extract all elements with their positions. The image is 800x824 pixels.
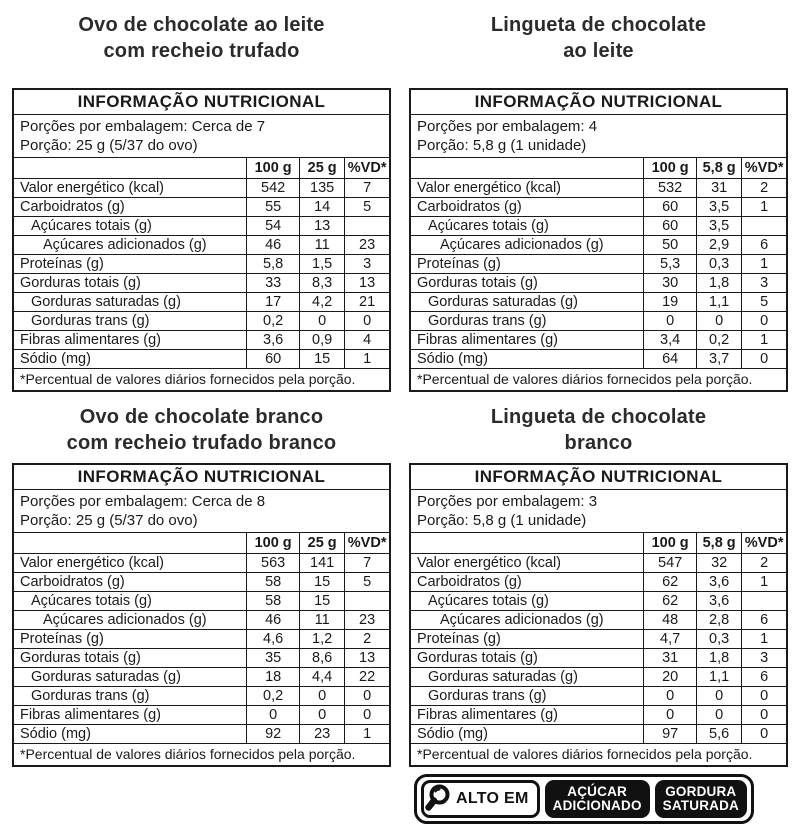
nutrient-value-vd (345, 217, 390, 236)
nutrient-value-portion: 2,8 (697, 611, 742, 630)
nutrient-value-portion: 8,3 (300, 274, 345, 293)
column-header-100g: 100 g (247, 533, 300, 554)
nutrient-value-100g: 35 (247, 649, 300, 668)
nutrient-value-100g: 547 (644, 554, 697, 573)
product-title-line2: com recheio trufado (103, 40, 300, 62)
column-header-empty (13, 533, 247, 554)
product-title (409, 404, 788, 456)
column-header-100g: 100 g (644, 158, 697, 179)
product-title-line1: Lingueta de chocolate (490, 406, 707, 428)
nutrient-value-portion: 0 (300, 706, 345, 725)
nutrient-row (13, 649, 390, 668)
nutrient-value-vd: 5 (345, 573, 390, 592)
nutrient-value-portion: 1,1 (697, 668, 742, 687)
nutrient-row (13, 706, 390, 725)
nutrient-value-portion: 15 (300, 350, 345, 369)
nutrient-value-vd: 2 (742, 179, 787, 198)
product-title (12, 404, 391, 456)
nutrient-label: Gorduras trans (g) (13, 687, 247, 706)
nutrient-value-vd: 0 (742, 687, 787, 706)
nutrient-value-100g: 0 (247, 706, 300, 725)
nutrient-label: Açúcares adicionados (g) (13, 236, 247, 255)
nutrient-value-vd: 5 (742, 293, 787, 312)
nutrient-value-vd (742, 592, 787, 611)
nutrient-label: Carboidratos (g) (410, 198, 644, 217)
nutrient-value-vd: 1 (742, 573, 787, 592)
nutrient-row (410, 312, 787, 331)
nutrition-table (409, 463, 788, 767)
product-title-line1: Ovo de chocolate branco (79, 406, 324, 428)
nutrient-value-portion: 0 (697, 312, 742, 331)
warning-tag-added-sugar (545, 780, 650, 818)
nutrient-value-100g: 58 (247, 573, 300, 592)
nutrient-label: Fibras alimentares (g) (13, 331, 247, 350)
product-title-line2: branco (564, 432, 633, 454)
nutrient-row (13, 255, 390, 274)
nutrient-row (410, 706, 787, 725)
nutrient-row (410, 255, 787, 274)
nutrient-value-portion: 135 (300, 179, 345, 198)
nutrient-value-100g: 64 (644, 350, 697, 369)
nutrient-label: Açúcares totais (g) (13, 592, 247, 611)
nutrient-value-100g: 48 (644, 611, 697, 630)
product-title-line2: com recheio trufado branco (66, 432, 337, 454)
column-header-100g: 100 g (247, 158, 300, 179)
nutrient-value-portion: 1,8 (697, 274, 742, 293)
nutrient-value-vd (742, 217, 787, 236)
nutrient-row (13, 554, 390, 573)
nutrient-label: Gorduras trans (g) (410, 312, 644, 331)
product-title-line1: Lingueta de chocolate (490, 14, 707, 36)
nutrient-label: Proteínas (g) (13, 255, 247, 274)
nutrient-row (410, 236, 787, 255)
nutrient-label: Sódio (mg) (13, 350, 247, 369)
nutrient-value-vd: 6 (742, 236, 787, 255)
nutrient-row (410, 573, 787, 592)
nutrient-value-100g: 60 (644, 217, 697, 236)
nutrient-value-100g: 92 (247, 725, 300, 744)
nutrient-label: Carboidratos (g) (13, 198, 247, 217)
nutrient-row (410, 592, 787, 611)
nutrient-value-100g: 17 (247, 293, 300, 312)
column-header-empty (13, 158, 247, 179)
nutrient-row (13, 630, 390, 649)
nutrient-value-portion: 0,3 (697, 255, 742, 274)
nutrient-row (13, 331, 390, 350)
nutrient-value-portion: 0 (300, 687, 345, 706)
nutrient-value-vd: 0 (345, 687, 390, 706)
magnifier-icon (425, 783, 455, 815)
nutrient-value-100g: 18 (247, 668, 300, 687)
nutrient-value-portion: 4,4 (300, 668, 345, 687)
nutrient-value-vd: 13 (345, 649, 390, 668)
nutrient-row (13, 592, 390, 611)
nutrient-value-vd: 21 (345, 293, 390, 312)
nutrient-value-100g: 0 (644, 312, 697, 331)
nutrient-label: Gorduras trans (g) (410, 687, 644, 706)
nutrient-value-vd: 1 (345, 350, 390, 369)
nutrient-value-vd: 0 (742, 312, 787, 331)
nutrient-row (410, 668, 787, 687)
vd-footnote: *Percentual de valores diários fornecidos pela porção. (410, 744, 787, 767)
nutrient-label: Valor energético (kcal) (13, 554, 247, 573)
nutrient-value-vd: 1 (742, 630, 787, 649)
nutrient-value-vd: 6 (742, 668, 787, 687)
nutrient-value-100g: 46 (247, 236, 300, 255)
nutrient-label: Valor energético (kcal) (410, 179, 644, 198)
column-header-portion: 5,8 g (697, 533, 742, 554)
nutrient-value-100g: 62 (644, 592, 697, 611)
nutrient-label: Gorduras totais (g) (410, 649, 644, 668)
nutrient-row (13, 668, 390, 687)
nutrition-table-header: INFORMAÇÃO NUTRICIONAL (410, 89, 787, 115)
product-title-line2: ao leite (563, 40, 634, 62)
nutrient-value-vd: 1 (742, 331, 787, 350)
nutrient-value-vd: 7 (345, 554, 390, 573)
nutrient-value-vd: 0 (742, 706, 787, 725)
nutrient-value-portion: 15 (300, 573, 345, 592)
warning-badge-row (12, 774, 788, 824)
portion-line: Porção: 5,8 g (1 unidade) (417, 137, 587, 154)
nutrient-row (13, 312, 390, 331)
column-header-portion: 25 g (300, 158, 345, 179)
nutrient-value-vd: 0 (742, 350, 787, 369)
nutrient-value-portion: 31 (697, 179, 742, 198)
nutrient-row (410, 630, 787, 649)
nutrient-row (13, 274, 390, 293)
vd-footnote: *Percentual de valores diários fornecidos pela porção. (410, 369, 787, 392)
nutrient-label: Fibras alimentares (g) (13, 706, 247, 725)
nutrient-value-vd: 4 (345, 331, 390, 350)
nutrient-value-100g: 97 (644, 725, 697, 744)
nutrient-value-100g: 3,6 (247, 331, 300, 350)
nutrient-row (410, 198, 787, 217)
nutrient-label: Gorduras trans (g) (13, 312, 247, 331)
nutrient-value-vd: 23 (345, 236, 390, 255)
nutrient-value-portion: 13 (300, 217, 345, 236)
nutrient-label: Sódio (mg) (410, 725, 644, 744)
nutrient-row (13, 179, 390, 198)
nutrient-value-portion: 141 (300, 554, 345, 573)
nutrient-value-100g: 60 (644, 198, 697, 217)
high-in-badge (414, 774, 754, 824)
high-in-text: ALTO EM (456, 790, 529, 807)
nutrient-label: Proteínas (g) (410, 255, 644, 274)
nutrient-value-100g: 563 (247, 554, 300, 573)
vd-footnote: *Percentual de valores diários fornecidos pela porção. (13, 369, 390, 392)
product-section-ovo-branco (12, 392, 391, 767)
nutrient-value-portion: 0 (300, 312, 345, 331)
nutrient-value-portion: 0,3 (697, 630, 742, 649)
servings-line: Porções por embalagem: Cerca de 8 (20, 493, 266, 510)
nutrient-row (410, 725, 787, 744)
warning-tag-line: SATURADA (662, 798, 739, 813)
nutrient-row (13, 293, 390, 312)
servings-info (410, 490, 787, 533)
nutrient-value-vd: 6 (742, 611, 787, 630)
nutrient-value-100g: 19 (644, 293, 697, 312)
nutrient-value-100g: 3,4 (644, 331, 697, 350)
nutrient-value-100g: 532 (644, 179, 697, 198)
servings-line: Porções por embalagem: 3 (417, 493, 598, 510)
nutrient-value-100g: 0,2 (247, 312, 300, 331)
nutrient-value-portion: 3,7 (697, 350, 742, 369)
nutrient-row (13, 573, 390, 592)
nutrient-value-portion: 3,6 (697, 573, 742, 592)
nutrient-value-portion: 0,2 (697, 331, 742, 350)
products-grid (12, 4, 788, 767)
product-section-lingueta-branco (409, 392, 788, 767)
nutrition-table-header: INFORMAÇÃO NUTRICIONAL (13, 464, 390, 490)
nutrient-label: Proteínas (g) (13, 630, 247, 649)
nutrient-row (410, 217, 787, 236)
nutrient-value-portion: 14 (300, 198, 345, 217)
nutrient-value-vd: 13 (345, 274, 390, 293)
product-title-line1: Ovo de chocolate ao leite (78, 14, 325, 36)
nutrient-value-100g: 58 (247, 592, 300, 611)
warning-tag-line: ADICIONADO (552, 798, 642, 813)
nutrient-value-portion: 1,5 (300, 255, 345, 274)
nutrient-value-vd (345, 592, 390, 611)
column-header-vd: %VD* (742, 158, 787, 179)
nutrient-value-portion: 1,8 (697, 649, 742, 668)
product-title (12, 12, 391, 64)
nutrition-table (12, 463, 391, 767)
high-in-label (421, 780, 540, 818)
servings-info (13, 490, 390, 533)
nutrient-label: Açúcares totais (g) (410, 217, 644, 236)
nutrient-label: Carboidratos (g) (13, 573, 247, 592)
servings-line: Porções por embalagem: 4 (417, 118, 598, 135)
nutrient-value-100g: 0 (644, 706, 697, 725)
nutrient-label: Açúcares adicionados (g) (13, 611, 247, 630)
nutrient-label: Fibras alimentares (g) (410, 331, 644, 350)
nutrient-value-vd: 0 (742, 725, 787, 744)
nutrient-value-portion: 0 (697, 687, 742, 706)
nutrient-value-vd: 0 (345, 706, 390, 725)
nutrient-label: Gorduras saturadas (g) (13, 293, 247, 312)
nutrient-row (410, 274, 787, 293)
nutrient-label: Gorduras saturadas (g) (13, 668, 247, 687)
nutrient-value-vd: 2 (345, 630, 390, 649)
servings-info (410, 115, 787, 158)
nutrient-label: Açúcares adicionados (g) (410, 611, 644, 630)
nutrient-value-100g: 20 (644, 668, 697, 687)
nutrient-value-100g: 55 (247, 198, 300, 217)
nutrient-value-100g: 0 (644, 687, 697, 706)
nutrient-value-vd: 7 (345, 179, 390, 198)
nutrient-value-100g: 50 (644, 236, 697, 255)
nutrient-value-vd: 1 (345, 725, 390, 744)
column-header-empty (410, 158, 644, 179)
nutrient-value-portion: 32 (697, 554, 742, 573)
nutrient-value-vd: 22 (345, 668, 390, 687)
nutrient-label: Açúcares totais (g) (410, 592, 644, 611)
column-header-vd: %VD* (345, 533, 390, 554)
portion-line: Porção: 25 g (5/37 do ovo) (20, 137, 198, 154)
nutrient-value-100g: 5,3 (644, 255, 697, 274)
nutrient-value-100g: 5,8 (247, 255, 300, 274)
nutrient-value-100g: 54 (247, 217, 300, 236)
nutrient-value-portion: 0,9 (300, 331, 345, 350)
nutrient-row (410, 687, 787, 706)
nutrient-value-100g: 60 (247, 350, 300, 369)
product-section-ovo-ao-leite (12, 4, 391, 392)
nutrient-row (410, 350, 787, 369)
nutrient-value-100g: 33 (247, 274, 300, 293)
nutrient-row (410, 611, 787, 630)
nutrient-label: Sódio (mg) (13, 725, 247, 744)
nutrient-label: Fibras alimentares (g) (410, 706, 644, 725)
nutrition-table-header: INFORMAÇÃO NUTRICIONAL (13, 89, 390, 115)
nutrition-table (409, 88, 788, 392)
warning-tag-line: GORDURA (665, 784, 737, 799)
nutrient-row (13, 687, 390, 706)
warning-tag-saturated-fat (655, 780, 747, 818)
nutrient-value-portion: 1,2 (300, 630, 345, 649)
nutrition-table-header: INFORMAÇÃO NUTRICIONAL (410, 464, 787, 490)
nutrient-value-portion: 3,6 (697, 592, 742, 611)
nutrient-row (13, 725, 390, 744)
column-header-100g: 100 g (644, 533, 697, 554)
nutrient-label: Gorduras saturadas (g) (410, 293, 644, 312)
warning-tag-line: AÇÚCAR (567, 784, 627, 799)
nutrient-value-100g: 46 (247, 611, 300, 630)
nutrient-value-portion: 1,1 (697, 293, 742, 312)
nutrient-value-portion: 2,9 (697, 236, 742, 255)
nutrient-value-portion: 3,5 (697, 198, 742, 217)
nutrient-value-portion: 8,6 (300, 649, 345, 668)
nutrient-value-portion: 11 (300, 611, 345, 630)
nutrient-row (13, 350, 390, 369)
nutrient-value-100g: 542 (247, 179, 300, 198)
nutrient-value-portion: 0 (697, 706, 742, 725)
nutrient-row (410, 649, 787, 668)
nutrient-row (13, 236, 390, 255)
nutrient-value-vd: 3 (742, 649, 787, 668)
servings-line: Porções por embalagem: Cerca de 7 (20, 118, 266, 135)
nutrient-value-100g: 0,2 (247, 687, 300, 706)
nutrient-value-vd: 0 (345, 312, 390, 331)
nutrient-value-vd: 3 (742, 274, 787, 293)
nutrient-value-vd: 1 (742, 255, 787, 274)
column-header-vd: %VD* (742, 533, 787, 554)
nutrition-table (12, 88, 391, 392)
column-header-portion: 25 g (300, 533, 345, 554)
nutrient-value-vd: 3 (345, 255, 390, 274)
product-section-lingueta-ao-leite (409, 4, 788, 392)
vd-footnote: *Percentual de valores diários fornecidos pela porção. (13, 744, 390, 767)
nutrient-label: Gorduras totais (g) (410, 274, 644, 293)
nutrient-value-100g: 30 (644, 274, 697, 293)
nutrient-label: Valor energético (kcal) (410, 554, 644, 573)
product-title (409, 12, 788, 64)
nutrient-row (13, 217, 390, 236)
column-header-vd: %VD* (345, 158, 390, 179)
servings-info (13, 115, 390, 158)
nutrient-value-portion: 4,2 (300, 293, 345, 312)
nutrient-value-portion: 5,6 (697, 725, 742, 744)
nutrient-label: Gorduras totais (g) (13, 274, 247, 293)
nutrient-row (410, 293, 787, 312)
nutrient-label: Açúcares totais (g) (13, 217, 247, 236)
nutrient-value-100g: 31 (644, 649, 697, 668)
nutrient-label: Proteínas (g) (410, 630, 644, 649)
nutrient-value-portion: 3,5 (697, 217, 742, 236)
nutrient-value-100g: 4,7 (644, 630, 697, 649)
nutrient-value-portion: 11 (300, 236, 345, 255)
portion-line: Porção: 5,8 g (1 unidade) (417, 512, 587, 529)
nutrient-label: Gorduras totais (g) (13, 649, 247, 668)
nutrient-value-100g: 4,6 (247, 630, 300, 649)
nutrient-label: Valor energético (kcal) (13, 179, 247, 198)
nutrient-value-portion: 15 (300, 592, 345, 611)
nutrient-value-100g: 62 (644, 573, 697, 592)
nutrient-label: Açúcares adicionados (g) (410, 236, 644, 255)
nutrient-value-vd: 23 (345, 611, 390, 630)
nutrient-row (410, 554, 787, 573)
column-header-empty (410, 533, 644, 554)
nutrient-label: Sódio (mg) (410, 350, 644, 369)
nutrient-row (410, 331, 787, 350)
nutrient-label: Carboidratos (g) (410, 573, 644, 592)
portion-line: Porção: 25 g (5/37 do ovo) (20, 512, 198, 529)
nutrient-row (13, 198, 390, 217)
nutrient-row (410, 179, 787, 198)
nutrient-value-portion: 23 (300, 725, 345, 744)
nutrient-value-vd: 5 (345, 198, 390, 217)
nutrient-value-vd: 2 (742, 554, 787, 573)
nutrient-value-vd: 1 (742, 198, 787, 217)
nutrient-row (13, 611, 390, 630)
nutrient-label: Gorduras saturadas (g) (410, 668, 644, 687)
column-header-portion: 5,8 g (697, 158, 742, 179)
